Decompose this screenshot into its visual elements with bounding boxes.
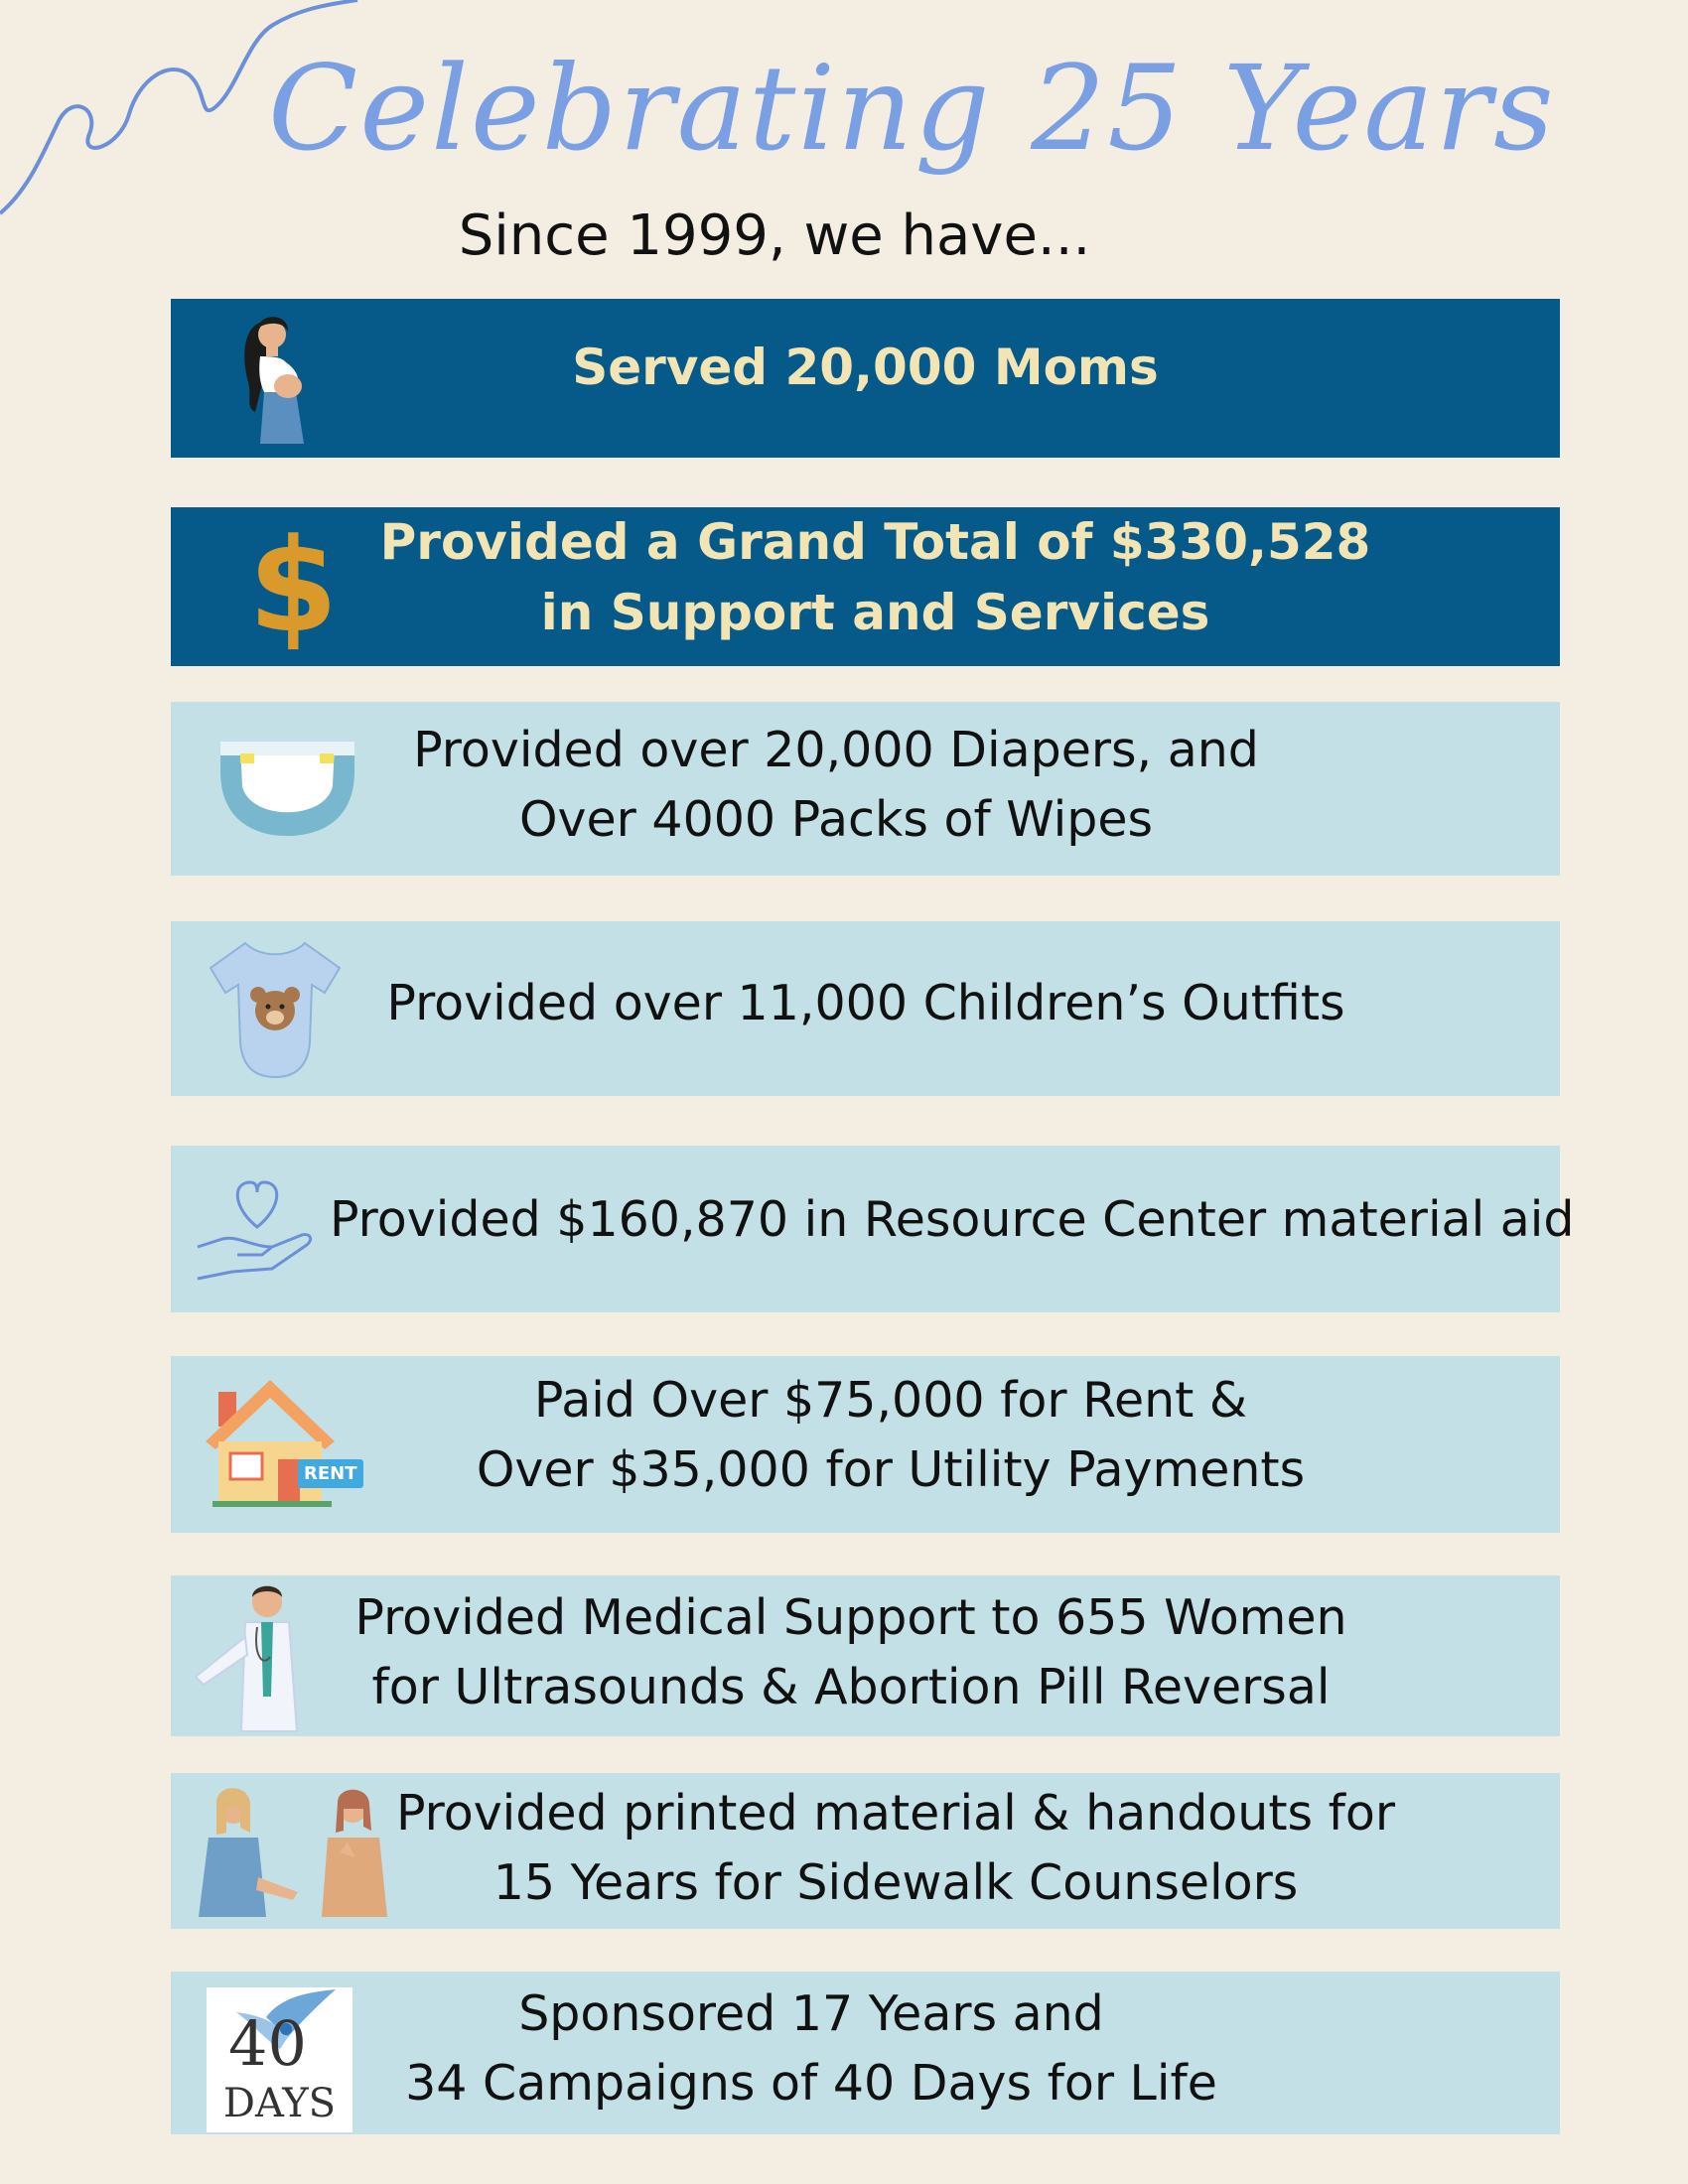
40-days-logo-icon	[207, 1987, 352, 2132]
stat-band-counselors	[171, 1773, 1560, 1929]
stat-line: Served 20,000 Moms	[572, 339, 1159, 396]
stat-band-40-days	[171, 1972, 1560, 2134]
stat-line: Paid Over $75,000 for Rent &	[533, 1372, 1248, 1429]
stat-text	[320, 1583, 1382, 1721]
stat-line: Provided $160,870 in Resource Center material aid	[330, 1191, 1575, 1248]
rent-badge: RENT	[298, 1459, 363, 1488]
stat-band-grand-total	[171, 507, 1560, 666]
stat-line: Provided over 20,000 Diapers, and	[413, 722, 1259, 778]
stat-line: in Support and Services	[540, 584, 1210, 641]
stat-band-medical	[171, 1575, 1560, 1736]
stat-band-moms	[171, 299, 1560, 458]
house-rent-icon	[201, 1372, 350, 1511]
40-days-logo-number: 40	[228, 2007, 307, 2080]
stat-text	[330, 1185, 1575, 1255]
stat-text	[171, 333, 1560, 403]
stat-text	[359, 1366, 1422, 1504]
stat-line: Provided a Grand Total of $330,528	[379, 513, 1371, 571]
baby-onesie-icon	[201, 933, 350, 1082]
dollar-sign-icon: $	[248, 510, 339, 661]
stat-text	[369, 1779, 1422, 1917]
stat-band-rent	[171, 1356, 1560, 1533]
stat-line: 15 Years for Sidewalk Counselors	[492, 1853, 1299, 1911]
stat-line: Sponsored 17 Years and	[518, 1985, 1104, 2042]
diaper-icon	[215, 732, 359, 841]
stat-band-outfits	[171, 921, 1560, 1096]
counselors-icon	[189, 1783, 397, 1922]
stat-text	[340, 1979, 1283, 2117]
stat-text	[330, 507, 1421, 648]
stat-text	[369, 969, 1362, 1038]
page-subtitle: Since 1999, we have...	[458, 204, 1091, 268]
stat-band-diapers	[171, 702, 1560, 876]
doctor-icon	[186, 1577, 325, 1736]
stat-line: Over $35,000 for Utility Payments	[476, 1440, 1306, 1498]
stat-line: Provided Medical Support to 655 Women	[354, 1589, 1347, 1646]
stat-line: Provided printed material & handouts for	[395, 1785, 1396, 1842]
stat-line: for Ultrasounds & Abortion Pill Reversal	[371, 1658, 1331, 1715]
page-title: Celebrating 25 Years	[268, 40, 1556, 177]
stat-line: Provided over 11,000 Children’s Outfits	[386, 975, 1345, 1031]
stat-band-resource-center	[171, 1146, 1575, 1312]
stat-line: Over 4000 Packs of Wipes	[518, 790, 1154, 848]
heart-hand-icon	[193, 1167, 322, 1287]
stat-text	[340, 716, 1333, 854]
40-days-logo-word: DAYS	[222, 2081, 337, 2126]
stat-line: 34 Campaigns of 40 Days for Life	[405, 2054, 1217, 2112]
